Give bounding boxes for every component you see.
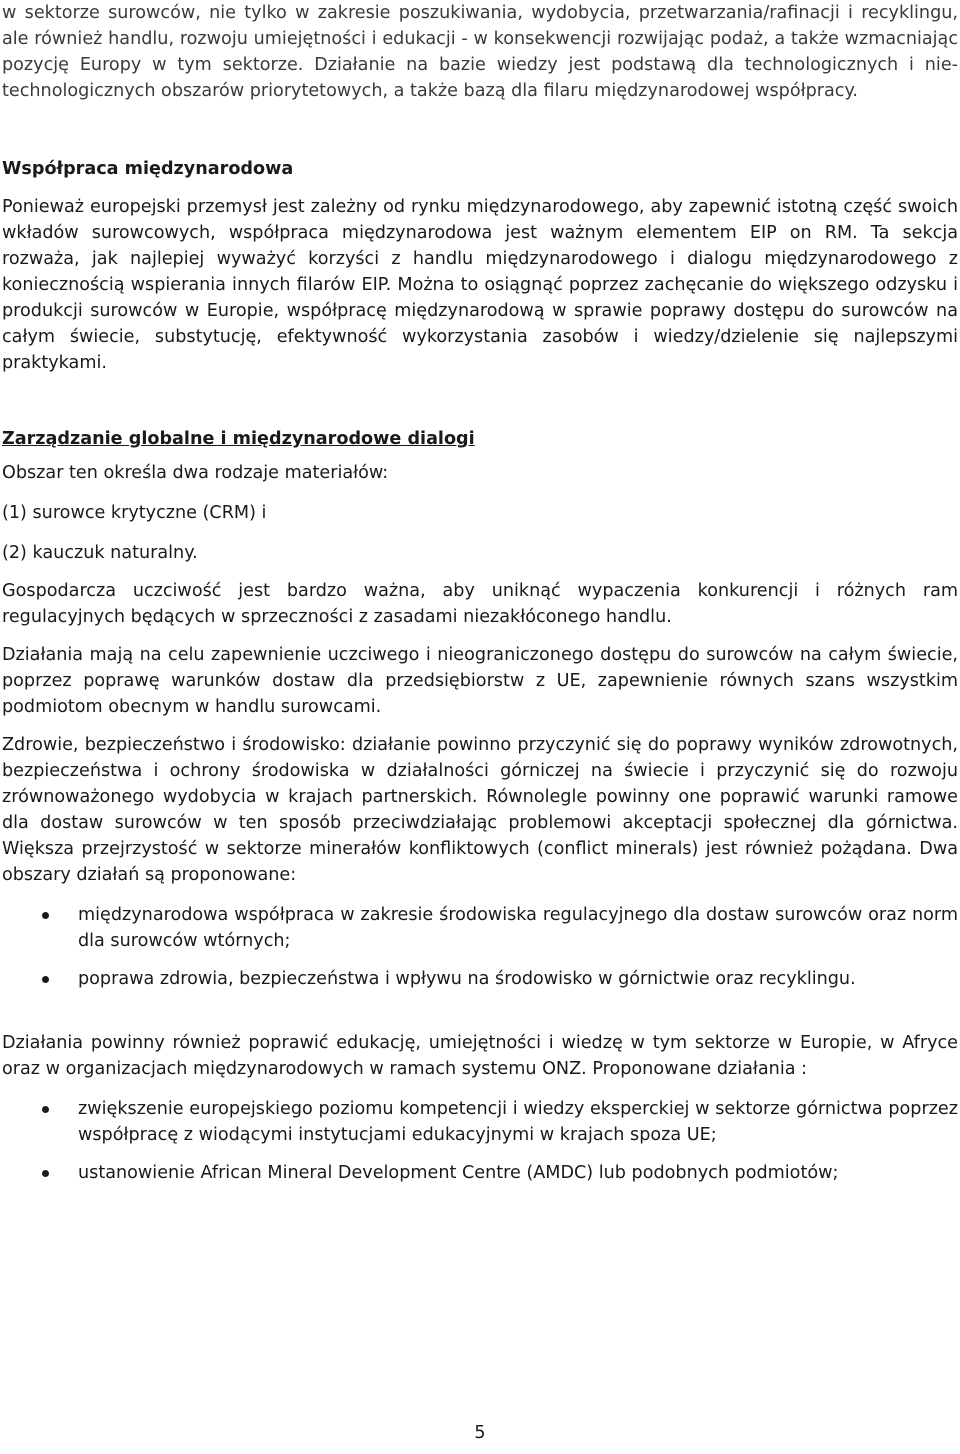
heading-international-cooperation: Współpraca międzynarodowa xyxy=(2,159,294,179)
list-item xyxy=(2,902,958,954)
bullet-list-areas xyxy=(2,902,958,992)
heading-global-governance: Zarządzanie globalne i międzynarodowe dialogi xyxy=(2,429,475,449)
paragraph-health-safety: Zdrowie, bezpieczeństwo i środowisko: działanie powinno przyczynić się do poprawy wyników zdrowotnych, bezpieczeństwa i ochrony środowiska w działalności górniczej na świecie i przyczynić się do rozwoju zrównoważonego wydobycia w krajach partnerskich. Równolegle powinny one poprawić warunki ramowe dla dostaw surowców w ten sposób przeciwdziałając problemowi akceptacji społecznej dla górnictwa. Większa przejrzystość w sektorze minerałów konfliktowych (conflict minerals) jest również pożądana. Dwa obszary działań są proponowane: xyxy=(2,735,958,885)
list-item-text: ustanowienie African Mineral Development Centre (AMDC) lub podobnych podmiotów; xyxy=(78,1163,839,1183)
paragraph-intro: w sektorze surowców, nie tylko w zakresie poszukiwania, wydobycia, przetwarzania/rafinacji i recyklingu, ale również handlu, rozwoju umiejętności i edukacji - w konsekwencji rozwijając podaż, a także wzmacniając pozycję Europy w tym sektorze. Działanie na bazie wiedzy jest podstawą dla technologicznych i nie-technologicznych obszarów priorytetowych, a także bazą dla filaru międzynarodowej współpracy. xyxy=(2,3,958,101)
list-item-text: poprawa zdrowia, bezpieczeństwa i wpływu na środowisko w górnictwie oraz recyklingu. xyxy=(78,969,856,989)
paragraph-item-2: (2) kauczuk naturalny. xyxy=(2,543,198,563)
paragraph-fairness: Gospodarcza uczciwość jest bardzo ważna, aby uniknąć wypaczenia konkurencji i różnych ram regulacyjnych będących w sprzeczności z zasadami niezakłóconego handlu. xyxy=(2,581,958,627)
list-item xyxy=(2,1160,958,1186)
paragraph-area: Obszar ten określa dwa rodzaje materiałów: xyxy=(2,463,389,483)
list-item-text: międzynarodowa współpraca w zakresie środowiska regulacyjnego dla dostaw surowców oraz norm dla surowców wtórnych; xyxy=(78,905,958,951)
bullet-icon xyxy=(42,1106,49,1113)
bullet-icon xyxy=(42,912,49,919)
bullet-icon xyxy=(42,1170,49,1177)
paragraph-international-cooperation: Ponieważ europejski przemysł jest zależny od rynku międzynarodowego, aby zapewnić istotną część swoich wkładów surowcowych, współpraca międzynarodowa jest ważnym elementem EIP on RM. Ta sekcja rozważa, jak najlepiej wyważyć korzyści z handlu międzynarodowego i dialogu międzynarodowego z koniecznością wspierania innych filarów EIP. Można to osiągnąć poprzez zachęcanie do większego odzysku i produkcji surowców w Europie, współpracę międzynarodową w sprawie poprawy dostępu do surowców na całym świecie, substytucję, efektywność wykorzystania zasobów i wiedzy/dzielenie się najlepszymi praktykami. xyxy=(2,197,958,373)
paragraph-access: Działania mają na celu zapewnienie uczciwego i nieograniczonego dostępu do surowców na całym świecie, poprzez poprawę warunków dostaw dla przedsiębiorstw z UE, zapewnienie równych szans wszystkim podmiotom obecnym w handlu surowcami. xyxy=(2,645,958,717)
bullet-list-actions xyxy=(2,1096,958,1186)
paragraph-item-1: (1) surowce krytyczne (CRM) i xyxy=(2,503,267,523)
page-number: 5 xyxy=(474,1423,486,1443)
list-item xyxy=(2,966,958,992)
list-item-text: zwiększenie europejskiego poziomu kompetencji i wiedzy eksperckiej w sektorze górnictwa poprzez współpracę z wiodącymi instytucjami edukacyjnymi w krajach spoza UE; xyxy=(78,1099,958,1145)
list-item xyxy=(2,1096,958,1148)
paragraph-education: Działania powinny również poprawić edukację, umiejętności i wiedzę w tym sektorze w Europie, w Afryce oraz w organizacjach międzynarodowych w ramach systemu ONZ. Proponowane działania : xyxy=(2,1033,958,1079)
bullet-icon xyxy=(42,976,49,983)
